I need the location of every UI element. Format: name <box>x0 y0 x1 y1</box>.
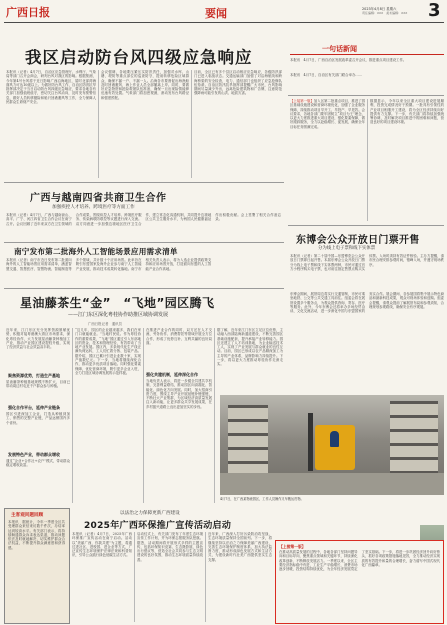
article6-headline: 2025年广西环保推广宣传活动启动 <box>84 521 232 531</box>
brand-logo: 广西日报 <box>6 6 50 19</box>
editor-line: 责任编辑：XXX 美术编辑：XXX <box>362 11 408 15</box>
floor <box>220 473 444 495</box>
article5-col2: “这几年，园区的企业越来越多，我们在家门口就能就业。”当地村民说。作为粤桂协作的重要成果，“飞地”园区通过引入东部地区的资金、技术和管理经验，有效带动了当地产业发展。园区内，多条现代化生产线正满负荷运转，工人们忙着分拣、包装产品。据介绍，园区已累计引进企业数十家，实现产值数亿元。下一步，当地将继续深化合作，推动更多优质项目落地。同时强化要素保障，优化营商环境，吸引更多企业入驻，全力打造区域协调发展的示范样板。 <box>75 328 141 375</box>
main-article-body-col1: 本报讯（记者）4月7日，自治区应急管理厅、水利厅、气象局等部门召开会商会，研判台风对我区的影响。根据预测，今年第4号台风将于近日影响广西沿海地区，届时北部湾海面风力可达10级以上。为做好防台风工作，自治区防汛抗旱指挥部决定于当日启动防台风四级应急响应，要求各地各有关部门加强值班值守，密切关注台风动向，及时发布预警信息，做好人员转移避险和船只回港避风等工作，全力保障人民群众生命财产安全。 <box>6 70 96 105</box>
shelf-rack <box>390 401 438 475</box>
worker <box>330 431 339 447</box>
right-mid-text: 东博会期间，展馆周边将实行交通管制，市民可乘坐地铁、公交等公共交通工具前往。组委会将在展馆设置多个服务点，为观众提供咨询、寄存、医疗等服务。此外，今年东博会还将举办多场经贸洽谈、文化交流活动，进一步深化中国与东盟国家的务实合作。展会期间，各参展国将集中展示特色商品和最新科技成果，观众可现场体验和选购。组委会提醒，请观众提前了解展馆布局和参观须知，合理规划参观路线，确保安全有序观展。 <box>290 292 444 314</box>
section-rule <box>4 182 284 183</box>
article5-col3: 在推进产业合作的同时，双方还在人才交流、劳务协作、消费帮扶等领域开展全方位合作，形成了优势互补、互利共赢的良好局面。 <box>146 328 212 345</box>
feature-box <box>4 508 70 624</box>
sidebar-news-item-2: 本报讯 4月7日，自治区有关部门联合举办…… <box>290 73 363 77</box>
article5-col3b: 当地负责人表示，将进一步健全共建共享机制，完善利益联结，推动园区向高端化、智能化、绿色化方向发展。同时，加大招商引资力度，围绕主导产业开展延链补链强链，不断壮大产业集群，为区域经济高质量发展注入新动能，让更多群众共享发展成果，在乡村振兴道路上迈出更加坚实的步伐。 <box>146 379 212 409</box>
article2-headline: 广西与越南四省共商卫生合作 <box>30 193 167 204</box>
shelf-rack <box>228 405 268 475</box>
main-article-body-col3: 目前，全区已有多个县区启动相应应急响应，各级防汛部门已进入临战状态。交通运输部门加强了对沿海航线和跨海桥梁的安全检查，电力、通信部门也组织了应急抢修队伍待命。自治区防汛抗旱指挥部提醒广大市民，台风影响期间尽量减少外出，远离危险建筑物和广告牌，注意防范强降雨可能引发的山洪、地质灾害。 <box>194 70 282 96</box>
article6-col3: 近年来，广西深入打好污染防治攻坚战，生态环境质量保持全国前列。下一步，将继续坚持以法治之力保障美丽广西建设，完善生态环境保护制度体系，加大执法监督力度，推动形成绿色发展方式和生活方式，为建设新时代壮美广西提供坚实生态支撑。 <box>208 532 272 562</box>
main-headline: 我区启动防台风四级应急响应 <box>25 48 253 67</box>
col-divider <box>191 70 192 178</box>
section-rule <box>288 225 444 226</box>
article2-subtitle: 加强疾控人才培养、跨境医疗等方面工作 <box>52 205 135 210</box>
article5-col1b: 星油藤茶种植基地规模不断扩大，目前已带动周边村屯近千户群众参与种植。 <box>6 380 70 389</box>
col-divider <box>72 328 73 503</box>
page-header <box>0 0 447 30</box>
header-rule <box>4 22 444 23</box>
warehouse-photo-caption: 4月7日，在广西某物流园区，工作人员操作叉车搬运货物。 <box>220 497 304 501</box>
article4-headline: 东博会公众开放日门票开售 <box>296 235 420 246</box>
article5-subhead2: 强化合作平台，延伸产业链条 <box>8 405 60 410</box>
article5-col4: 据了解，近年来江门东区立足区位优势，主动融入西部陆海新通道建设，不断完善园区基础设施配套，提升承接产业转移能力。园区还建立了人才培训基地，为企业输送技术工人，实现了产业发展与群众就业的良性互动。目前，园区已形成以农产品精深加工为主导的产业体系，品牌影响力持续提升。下一步，将以更大力度推动粤桂协作走深走实。 <box>217 328 283 367</box>
page-number: 3 <box>428 0 441 21</box>
article5-subhead1: 聚焦资源优势，打造生产基地 <box>8 373 60 378</box>
warehouse-photo <box>220 395 444 495</box>
col-divider <box>205 532 206 622</box>
main-article-body-col2: 会议强调，各地要压紧压实防汛责任，加强对水库、山塘、堤防等重点部位的巡查防守，提前转移危险区域群众，确保不漏一户、不漏一人。沿海各市要督促出海渔船及时回港避风，海上作业人员全部撤离上岸。同时，要做好应急物资和抢险救援队伍准备，确保一旦出现险情能够迅速有效处置。气象部门将加密观测，滚动发布台风路径和强度预报。 <box>101 70 189 100</box>
article5-col1c: 园区引进深加工企业，打造从种植到加工、销售的完整产业链，产品远销国内多个省份。 <box>6 412 70 425</box>
article5-subhead3: 发展特色产业，带动群众增收 <box>8 452 60 457</box>
col-divider <box>367 99 368 221</box>
article5-byline: 广西日报记者 通讯员 <box>88 322 122 326</box>
right-continuation-col1: 【上接第一版】加入区第二批重点项目，推进了园区基础设施建设和营商环境优化，加强了企业服务保障，持续推动项目早开工、早投产、早见效。会议要求，各地各部门要牢固树立“项目为王”理念，以更大力度推进重大项目建设，强化要素保障，做好跟踪服务，全力以赴稳增长、促发展，确保全年目标任务圆满完成。 <box>290 99 365 129</box>
article5-headline: 星油藤茶生“金” “飞地”园区腾飞 <box>20 296 215 310</box>
forklift-mast <box>308 413 313 471</box>
section-rule <box>288 95 444 96</box>
date-line: 2023年4月8日 星期六 <box>362 7 397 11</box>
sidebar-title-rule <box>290 54 444 55</box>
article5-subtitle: ——江门东区深化粤桂协作助推区域协调发展 <box>68 312 169 318</box>
section-rule <box>4 288 284 289</box>
feature-box-title: 主客观问题回顾 <box>11 513 44 518</box>
col-divider <box>134 532 135 622</box>
highlighted-article-body: 在推动高质量发展的过程中，各地各部门坚持问题导向和目标导向，聚焦重点领域和关键环节，持续深化改革创新，不断释放发展活力。一季度以来，全区主要经济指标稳中有进，工业生产平稳增长，消费市场逐步回暖，投资结构持续优化，为全年经济发展奠定了坚实基础。下一步，将进一步巩固经济回升向好势头，抓好各项政策措施落地见效，全力推动经济实现质的有效提升和量的合理增长，奋力谱写中国式现代化广西篇章。 <box>279 550 440 572</box>
sidebar-news-item-1: 本报讯 4月7日，广西自治区发展改革委召开会议，推进重点项目建设工作。 <box>290 58 407 62</box>
article4-body: 本报讯（记者）第二十届中国—东盟博览会公众开放日门票即日起开售。本届东博会公众开放日门票分为线上电子票和线下实体票两种，市民可通过官方小程序购买电子票，也可前往指定售票点购买实体票。入场时须持有效证件核验。主办方提醒，请市民合理安排参观时间，错峰入场，并遵守现场秩序。 <box>290 254 444 271</box>
article5-subhead4: 强化共建机制，延伸深化合作 <box>146 372 198 377</box>
right-continuation-col2: 数据显示，今年以来全区重大项目建设进展顺利，投资完成情况好于预期。一批具有引领性的产业项目相继开工建设，将为全区经济持续向好提供有力支撑。下一步，有关部门将持续加强统筹协调，及时解决项目推进中的困难和问题，营造良好的项目建设环境。 <box>370 99 444 125</box>
col-divider <box>143 328 144 503</box>
feature-box-body: 本报讯 据统计，今年一季度全区共受理群众来信来访数千件次，办结率达到较高水平。有关部门表示，将持续畅通群众诉求表达渠道，推动问题依法及时就地解决，切实维护群众合法权益，不断提升群众满意度和获得感。 <box>8 520 65 550</box>
article6-col1: 本报讯（记者）4月7日，2025年广西环保推广宣传活动在南宁启动。活动以“美丽广西，你我共建”为主题，将通过进社区、进校园、进企业等方式，广泛宣传生态环境保护法律法规和科普知识，引导公众践行绿色低碳生活方式。 <box>72 532 132 558</box>
article6-topline: 以法治之力保障更新广西建设 <box>120 511 180 516</box>
article5-col1: 近年来，江门东区充分发挥资源禀赋优势，积极对接粤港澳大湾区市场需求，深化粤桂协作，大力发展星油藤茶种植加工产业，推动产业园区建设提档升级，实现了经济效益与社会效益双丰收。 <box>6 328 70 350</box>
col-divider <box>98 70 99 178</box>
sidebar-title: 一句话新闻 <box>322 45 357 53</box>
article2-body: 本报讯（记者）4月7日，广西与越南谅山、高平、广宁、河江四省卫生合作会议在南宁召开。会议回顾了近年来双方在卫生领域的合作成果，围绕疾控人才培养、跨境医疗服务、传染病联防联控等议题进行深入交流。双方同意进一步加强边境地区医疗卫生合作，建立常态化沟通机制，共同提升边境地区公共卫生服务水平，为两国人民健康福祉作出积极贡献。会上签署了相关合作备忘录。 <box>6 213 281 226</box>
highlighted-article-box <box>275 540 444 624</box>
article3-body: 本报讯（记者）南宁市近日发布第二批面向海外的人工智能场景应用需求清单，涵盖智慧交通、智慧医疗、智慧物流、智能制造等多个领域，共计数十个应用场景。此举旨在吸引东盟国家及海外企业参与南宁人工智能产业发展，推动技术成果转化落地。南宁市相关负责人表示，将为入选企业提供政策支持和应用场景开放，打造面向东盟的人工智能产业合作高地。 <box>6 258 212 271</box>
highlighted-article-heading: 【上接第一版】 <box>279 544 306 549</box>
section-rule <box>4 242 284 243</box>
article3-headline: 南宁发布第二批海外人工智能场景应用需求清单 <box>14 247 178 256</box>
section-title: 要闻 <box>205 7 227 20</box>
article5-col1d: 通过“企业+合作社+农户”模式，带动群众稳定增收致富。 <box>6 459 70 468</box>
article6-col2: 启动仪式上，有关部门发布了年度生态环境宣传工作计划，并为环保志愿服务队授旗。据悉，活动期间将开展形式多样的主题宣传，包括环保知识竞赛、生态摄影展、绿色出行倡议等，营造全社会共同参与生态文明建设的良好氛围，推动生态环境质量持续改善。 <box>137 532 203 562</box>
article4-subtitle: 分为线上电子票和线下实体票 <box>318 246 376 251</box>
col-divider <box>214 328 215 503</box>
